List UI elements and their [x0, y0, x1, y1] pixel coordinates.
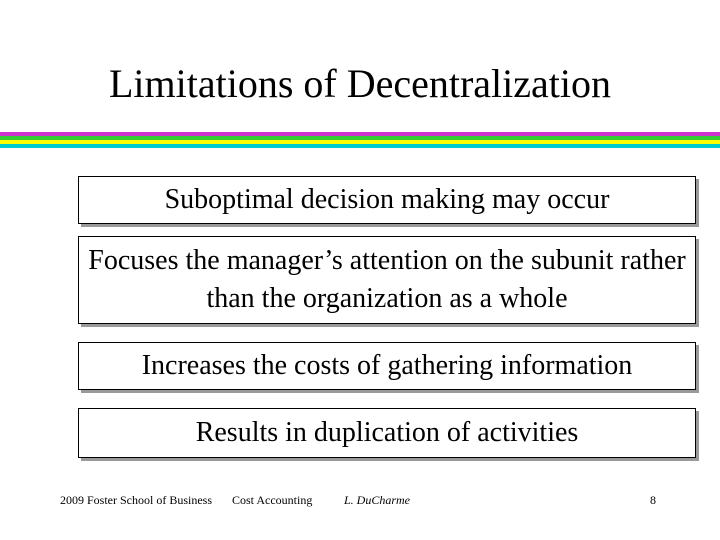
page-number: 8: [650, 493, 656, 507]
limitation-text: Suboptimal decision making may occur: [164, 184, 610, 215]
limitation-text: Increases the costs of gathering information: [141, 350, 633, 381]
limitation-box: [78, 342, 696, 390]
slide-title: Limitations of Decentralization: [108, 61, 612, 106]
decorative-stripes: [0, 132, 720, 148]
footer-course: Cost Accounting: [232, 493, 313, 507]
limitation-box: [78, 408, 696, 458]
limitation-text: Focuses the manager’s attention on the subunit rather than the organization as a whole: [88, 245, 686, 314]
limitation-text: Results in duplication of activities: [195, 417, 579, 448]
limitation-box: [78, 176, 696, 224]
footer-copyright: 2009 Foster School of Business: [60, 493, 213, 507]
stripe-cyan: [0, 144, 720, 148]
limitation-box: [78, 236, 696, 324]
footer-author: L. DuCharme: [344, 493, 411, 507]
